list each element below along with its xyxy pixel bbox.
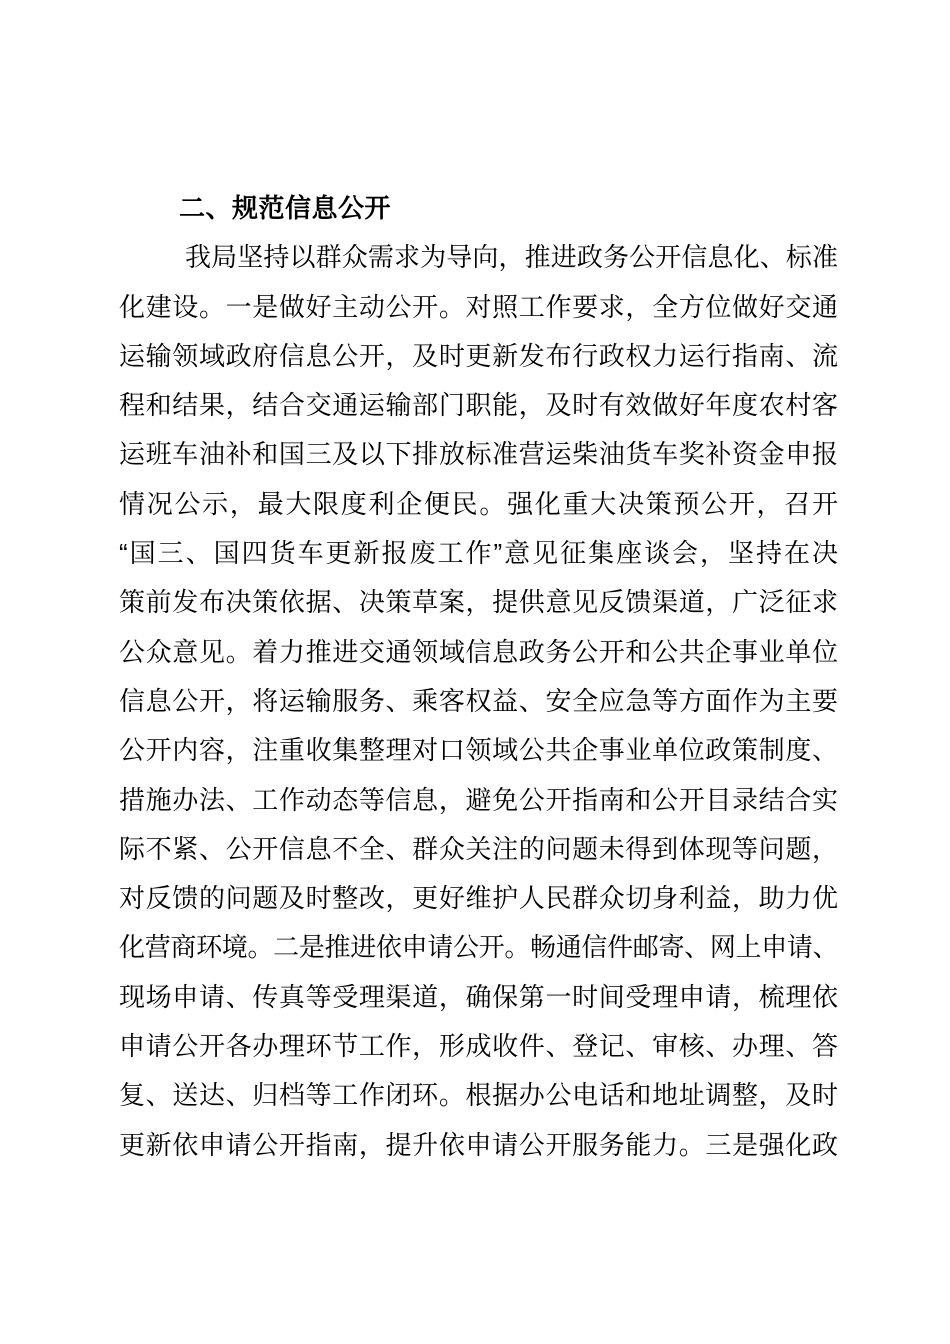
document-line: 复、送达、归档等工作闭环。根据办公电话和地址调整，及时 <box>119 1080 838 1111</box>
document-line: “国三、国四货车更新报废工作”意见征集座谈会，坚持在决 <box>119 538 838 569</box>
document-content <box>119 184 838 1170</box>
document-line: 情况公示，最大限度利企便民。强化重大决策预公开，召开 <box>119 488 838 519</box>
document-line: 措施办法、工作动态等信息，避免公开指南和公开目录结合实 <box>119 784 838 815</box>
document-line: 化建设。一是做好主动公开。对照工作要求，全方位做好交通 <box>119 291 838 322</box>
document-line: 信息公开，将运输服务、乘客权益、安全应急等方面作为主要 <box>119 685 838 716</box>
document-line: 际不紧、公开信息不全、群众关注的问题未得到体现等问题， <box>119 833 838 864</box>
document-line: 运输领域政府信息公开，及时更新发布行政权力运行指南、流 <box>119 340 838 371</box>
document-line: 公开内容，注重收集整理对口领域公共企事业单位政策制度、 <box>119 735 838 766</box>
document-line: 更新依申请公开指南，提升依申请公开服务能力。三是强化政 <box>119 1129 838 1160</box>
document-line: 化营商环境。二是推进依申请公开。畅通信件邮寄、网上申请、 <box>119 932 838 963</box>
document-line: 公众意见。着力推进交通领域信息政务公开和公共企事业单位 <box>119 636 838 667</box>
document-line: 程和结果，结合交通运输部门职能，及时有效做好年度农村客 <box>119 390 838 421</box>
document-line: 运班车油补和国三及以下排放标准营运柴油货车奖补资金申报 <box>119 439 838 470</box>
document-line: 对反馈的问题及时整改，更好维护人民群众切身利益，助力优 <box>119 883 838 914</box>
section-heading: 二、规范信息公开 <box>179 193 392 223</box>
document-line: 策前发布决策依据、决策草案，提供意见反馈渠道，广泛征求 <box>119 587 838 618</box>
document-line: 现场申请、传真等受理渠道，确保第一时间受理申请，梳理依 <box>119 981 838 1012</box>
document-line: 我局坚持以群众需求为导向，推进政务公开信息化、标准 <box>185 242 838 273</box>
paragraph <box>119 233 838 1170</box>
document-line: 申请公开各办理环节工作，形成收件、登记、审核、办理、答 <box>119 1031 838 1062</box>
